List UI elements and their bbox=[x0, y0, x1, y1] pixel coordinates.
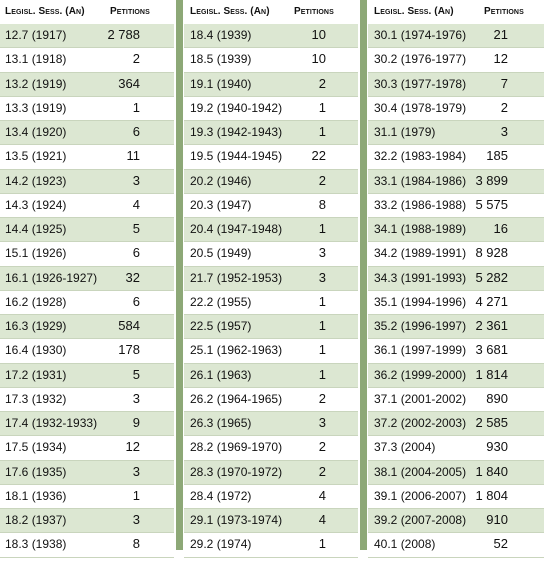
petitions-cell: 2 bbox=[318, 463, 326, 479]
petitions-cell: 2 bbox=[132, 51, 140, 67]
session-cell: 16.3 (1929) bbox=[5, 319, 67, 333]
session-cell: 26.2 (1964-1965) bbox=[190, 391, 283, 406]
table-row bbox=[0, 533, 174, 557]
table-row bbox=[184, 533, 358, 557]
table-row bbox=[184, 194, 358, 218]
petitions-cell: 12 bbox=[125, 439, 140, 455]
table-row bbox=[368, 485, 544, 509]
session-cell: 14.3 (1924) bbox=[5, 197, 67, 212]
table-row bbox=[0, 24, 174, 48]
table-row bbox=[184, 388, 358, 412]
table-row bbox=[368, 145, 544, 169]
session-cell: 28.2 (1969-1970) bbox=[190, 440, 283, 455]
session-cell: 22.2 (1955) bbox=[190, 294, 252, 309]
table-row bbox=[368, 121, 544, 145]
session-header: Legisl. Sess. (An) bbox=[374, 6, 454, 17]
session-cell: 14.2 (1923) bbox=[5, 173, 67, 188]
table-row bbox=[184, 485, 358, 509]
petitions-cell: 1 bbox=[318, 342, 326, 358]
table-row bbox=[368, 97, 544, 121]
table-row bbox=[0, 267, 174, 291]
session-cell: 18.1 (1936) bbox=[5, 488, 67, 503]
table-row bbox=[184, 436, 358, 460]
session-cell: 16.1 (1926-1927) bbox=[5, 270, 98, 285]
session-header: Legisl. Sess. (An) bbox=[5, 6, 85, 17]
petitions-cell: 12 bbox=[493, 51, 508, 67]
petitions-cell: 21 bbox=[493, 27, 508, 42]
table-row bbox=[184, 218, 358, 242]
session-cell: 15.1 (1926) bbox=[5, 246, 67, 261]
session-cell: 12.7 (1917) bbox=[5, 28, 67, 42]
session-cell: 33.1 (1984-1986) bbox=[374, 173, 467, 188]
petitions-cell: 1 bbox=[318, 221, 326, 236]
petitions-cell: 10 bbox=[311, 27, 326, 42]
petitions-cell: 5 bbox=[132, 221, 140, 236]
petitions-cell: 4 bbox=[318, 512, 326, 527]
session-cell: 16.2 (1928) bbox=[5, 294, 67, 309]
session-cell: 34.1 (1988-1989) bbox=[374, 222, 467, 236]
session-cell: 19.2 (1940-1942) bbox=[190, 100, 283, 115]
session-cell: 36.1 (1997-1999) bbox=[374, 343, 467, 358]
table-row bbox=[368, 436, 544, 460]
table-row bbox=[368, 533, 544, 557]
table-row bbox=[184, 170, 358, 194]
petitions-header: Petitions bbox=[294, 6, 334, 17]
table-row bbox=[368, 388, 544, 412]
session-cell: 30.1 (1974-1976) bbox=[374, 28, 467, 42]
petitions-cell: 5 282 bbox=[475, 269, 508, 285]
session-cell: 19.5 (1944-1945) bbox=[190, 149, 283, 164]
petitions-cell: 8 928 bbox=[475, 245, 508, 261]
table-column-1 bbox=[0, 0, 174, 558]
table-row bbox=[368, 509, 544, 533]
session-cell: 17.2 (1931) bbox=[5, 367, 67, 382]
petitions-cell: 584 bbox=[118, 318, 140, 333]
petitions-cell: 3 bbox=[132, 172, 140, 188]
petitions-cell: 890 bbox=[486, 390, 508, 406]
table-row bbox=[0, 315, 174, 339]
table-row bbox=[368, 315, 544, 339]
table-row bbox=[0, 485, 174, 509]
petitions-cell: 16 bbox=[493, 221, 508, 236]
petitions-cell: 6 bbox=[132, 245, 140, 261]
session-cell: 18.2 (1937) bbox=[5, 513, 67, 527]
table-row bbox=[0, 242, 174, 266]
petitions-cell: 4 bbox=[318, 487, 326, 503]
petitions-cell: 2 bbox=[318, 172, 326, 188]
petitions-cell: 2 361 bbox=[475, 318, 508, 333]
session-cell: 40.1 (2008) bbox=[374, 537, 436, 552]
table-row bbox=[0, 388, 174, 412]
petitions-cell: 7 bbox=[500, 75, 508, 91]
table-row bbox=[368, 48, 544, 72]
session-cell: 17.4 (1932-1933) bbox=[5, 416, 98, 430]
petitions-cell: 8 bbox=[132, 536, 140, 552]
session-cell: 38.1 (2004-2005) bbox=[374, 464, 467, 479]
session-cell: 22.5 (1957) bbox=[190, 319, 252, 333]
table-row bbox=[368, 267, 544, 291]
session-cell: 17.3 (1932) bbox=[5, 391, 67, 406]
table-row bbox=[368, 24, 544, 48]
table-row bbox=[184, 461, 358, 485]
petitions-cell: 185 bbox=[486, 148, 508, 164]
session-cell: 30.3 (1977-1978) bbox=[374, 76, 467, 91]
session-cell: 13.4 (1920) bbox=[5, 125, 67, 139]
session-cell: 36.2 (1999-2000) bbox=[374, 367, 467, 382]
session-cell: 28.3 (1970-1972) bbox=[190, 464, 283, 479]
table-row bbox=[0, 97, 174, 121]
session-cell: 25.1 (1962-1963) bbox=[190, 343, 283, 358]
petitions-cell: 1 bbox=[318, 318, 326, 333]
table-row bbox=[0, 339, 174, 363]
table-row bbox=[368, 364, 544, 388]
table-row bbox=[184, 73, 358, 97]
session-cell: 32.2 (1983-1984) bbox=[374, 149, 467, 164]
session-cell: 37.3 (2004) bbox=[374, 440, 436, 455]
petitions-cell: 10 bbox=[311, 51, 326, 67]
petitions-cell: 22 bbox=[311, 148, 326, 164]
table-row bbox=[368, 412, 544, 436]
table-row bbox=[368, 218, 544, 242]
table-row bbox=[0, 436, 174, 460]
petitions-cell: 2 585 bbox=[475, 415, 508, 430]
column-header bbox=[368, 0, 544, 24]
petitions-cell: 1 bbox=[318, 293, 326, 309]
table-row bbox=[0, 412, 174, 436]
table-row bbox=[368, 194, 544, 218]
session-cell: 13.3 (1919) bbox=[5, 100, 67, 115]
petitions-cell: 2 bbox=[318, 390, 326, 406]
petitions-cell: 2 bbox=[500, 99, 508, 115]
table-row bbox=[184, 48, 358, 72]
session-cell: 34.3 (1991-1993) bbox=[374, 270, 467, 285]
petitions-cell: 11 bbox=[126, 148, 140, 164]
session-cell: 20.5 (1949) bbox=[190, 246, 252, 261]
table-row bbox=[0, 48, 174, 72]
petitions-cell: 1 bbox=[132, 99, 140, 115]
session-cell: 20.2 (1946) bbox=[190, 173, 252, 188]
session-cell: 37.2 (2002-2003) bbox=[374, 416, 467, 430]
petitions-cell: 3 681 bbox=[475, 342, 508, 358]
session-cell: 13.5 (1921) bbox=[5, 149, 67, 164]
table-row bbox=[184, 315, 358, 339]
petitions-cell: 52 bbox=[493, 536, 508, 552]
table-row bbox=[0, 291, 174, 315]
petitions-cell: 2 788 bbox=[107, 27, 140, 42]
petitions-cell: 1 814 bbox=[475, 366, 508, 382]
table-row bbox=[368, 339, 544, 363]
session-header: Legisl. Sess. (An) bbox=[190, 6, 270, 17]
petitions-header: Petitions bbox=[110, 6, 150, 17]
session-cell: 29.1 (1973-1974) bbox=[190, 513, 283, 527]
table-row bbox=[368, 242, 544, 266]
petitions-cell: 3 bbox=[500, 124, 508, 139]
session-cell: 39.2 (2007-2008) bbox=[374, 513, 467, 527]
column-divider-2 bbox=[360, 0, 367, 550]
table-row bbox=[368, 461, 544, 485]
petitions-cell: 3 bbox=[318, 415, 326, 430]
session-cell: 13.1 (1918) bbox=[5, 52, 67, 67]
petitions-cell: 3 899 bbox=[475, 172, 508, 188]
table-row bbox=[184, 24, 358, 48]
session-cell: 33.2 (1986-1988) bbox=[374, 197, 467, 212]
session-cell: 16.4 (1930) bbox=[5, 343, 67, 358]
petitions-cell: 32 bbox=[125, 269, 140, 285]
petitions-cell: 930 bbox=[486, 439, 508, 455]
session-cell: 35.1 (1994-1996) bbox=[374, 294, 467, 309]
petitions-cell: 1 bbox=[132, 487, 140, 503]
session-cell: 30.2 (1976-1977) bbox=[374, 52, 467, 67]
petitions-cell: 910 bbox=[486, 512, 508, 527]
session-cell: 20.3 (1947) bbox=[190, 197, 252, 212]
table-row bbox=[184, 121, 358, 145]
session-cell: 30.4 (1978-1979) bbox=[374, 100, 467, 115]
table-row bbox=[184, 412, 358, 436]
table-row bbox=[184, 145, 358, 169]
session-cell: 31.1 (1979) bbox=[374, 125, 436, 139]
table-row bbox=[0, 509, 174, 533]
petitions-cell: 178 bbox=[118, 342, 140, 358]
table-row bbox=[368, 73, 544, 97]
table-row bbox=[184, 339, 358, 363]
petitions-cell: 1 804 bbox=[475, 487, 508, 503]
petitions-cell: 6 bbox=[132, 124, 140, 139]
session-cell: 18.3 (1938) bbox=[5, 537, 67, 552]
session-cell: 35.2 (1996-1997) bbox=[374, 319, 467, 333]
table-row bbox=[184, 509, 358, 533]
column-header bbox=[0, 0, 174, 24]
table-row bbox=[0, 364, 174, 388]
session-cell: 37.1 (2001-2002) bbox=[374, 391, 467, 406]
session-cell: 34.2 (1989-1991) bbox=[374, 246, 467, 261]
session-cell: 21.7 (1952-1953) bbox=[190, 270, 283, 285]
petitions-cell: 5 bbox=[132, 366, 140, 382]
session-cell: 19.3 (1942-1943) bbox=[190, 125, 283, 139]
petitions-cell: 1 bbox=[318, 536, 326, 552]
petitions-cell: 8 bbox=[318, 196, 326, 212]
session-cell: 17.6 (1935) bbox=[5, 464, 67, 479]
petitions-cell: 364 bbox=[118, 75, 140, 91]
table-column-3 bbox=[368, 0, 544, 558]
table-row bbox=[0, 218, 174, 242]
table-row bbox=[0, 121, 174, 145]
petitions-cell: 1 bbox=[318, 124, 326, 139]
petitions-header: Petitions bbox=[484, 6, 524, 17]
table-row bbox=[0, 170, 174, 194]
table-row bbox=[184, 97, 358, 121]
petitions-cell: 2 bbox=[318, 75, 326, 91]
session-cell: 18.4 (1939) bbox=[190, 28, 252, 42]
session-cell: 28.4 (1972) bbox=[190, 488, 252, 503]
session-cell: 26.1 (1963) bbox=[190, 367, 252, 382]
table-row bbox=[184, 291, 358, 315]
session-cell: 17.5 (1934) bbox=[5, 440, 67, 455]
petitions-cell: 3 bbox=[132, 390, 140, 406]
session-cell: 14.4 (1925) bbox=[5, 222, 67, 236]
table-row bbox=[368, 291, 544, 315]
petitions-cell: 3 bbox=[132, 512, 140, 527]
table-row bbox=[0, 145, 174, 169]
table-row bbox=[184, 242, 358, 266]
session-cell: 39.1 (2006-2007) bbox=[374, 488, 467, 503]
petitions-cell: 4 bbox=[132, 196, 140, 212]
session-cell: 18.5 (1939) bbox=[190, 52, 252, 67]
table-row bbox=[0, 194, 174, 218]
table-column-2 bbox=[184, 0, 358, 558]
column-divider-1 bbox=[176, 0, 183, 550]
session-cell: 19.1 (1940) bbox=[190, 76, 252, 91]
session-cell: 26.3 (1965) bbox=[190, 416, 252, 430]
petitions-cell: 1 840 bbox=[475, 463, 508, 479]
petitions-cell: 1 bbox=[318, 99, 326, 115]
session-cell: 29.2 (1974) bbox=[190, 537, 252, 552]
petitions-cell: 2 bbox=[318, 439, 326, 455]
petitions-cell: 6 bbox=[132, 293, 140, 309]
petitions-cell: 1 bbox=[318, 366, 326, 382]
petitions-cell: 3 bbox=[318, 269, 326, 285]
table-row bbox=[0, 73, 174, 97]
table-row bbox=[184, 364, 358, 388]
session-cell: 13.2 (1919) bbox=[5, 76, 67, 91]
table-row bbox=[184, 267, 358, 291]
session-cell: 20.4 (1947-1948) bbox=[190, 222, 283, 236]
column-header bbox=[184, 0, 358, 24]
petitions-cell: 5 575 bbox=[475, 196, 508, 212]
table-row bbox=[368, 170, 544, 194]
petitions-cell: 9 bbox=[132, 415, 140, 430]
petitions-cell: 3 bbox=[318, 245, 326, 261]
table-row bbox=[0, 461, 174, 485]
petitions-cell: 4 271 bbox=[475, 293, 508, 309]
petitions-cell: 3 bbox=[132, 463, 140, 479]
